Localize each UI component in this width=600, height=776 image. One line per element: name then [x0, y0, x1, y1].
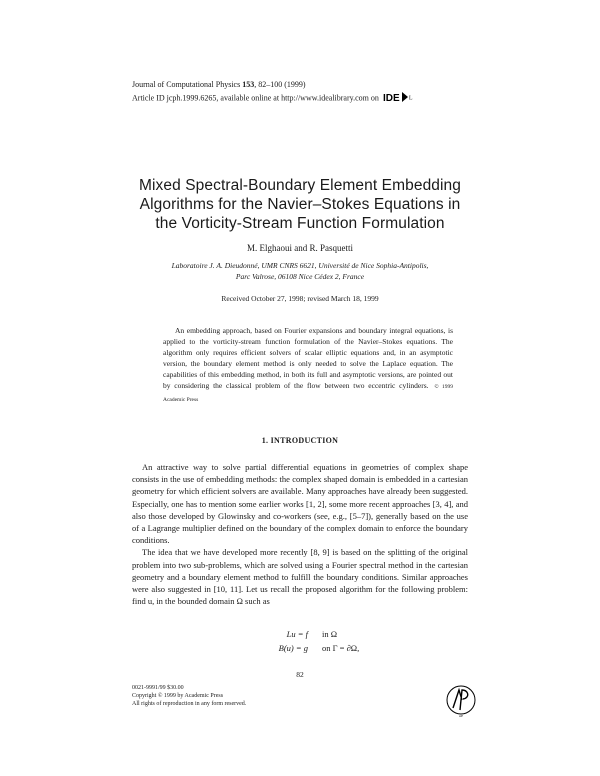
- ideal-logo-icon: [383, 91, 409, 103]
- equation-row: [256, 641, 359, 655]
- authors: M. Elghaoui and R. Pasquetti: [247, 243, 353, 253]
- journal-citation: [132, 80, 413, 91]
- copyright-footer: [132, 684, 246, 708]
- equation-block: [256, 627, 359, 655]
- abstract-copyright: © 1999 Academic Press: [163, 384, 453, 403]
- equation-lhs: Lu = f: [286, 629, 308, 639]
- body-paragraph-1: An attractive way to solve partial differential equations in geometries of complex shape consists in the use of embedding methods: the complex shaped domain is embedded in a cartesian geometry for which efficient solvers are available. Many approaches have already been suggested. Especially, one has to mention some earlier works [1, 2], some more recent approaches [3, 4], and also those developed by Glowinsky and co-workers (see, e.g., [5–7]), generally based on the use of a Lagrange multiplier defined on the boundary of the complex domain to enforce the boundary conditions.: [132, 462, 468, 546]
- title-line-1: Mixed Spectral-Boundary Element Embedding: [138, 177, 462, 194]
- article-id-line: [132, 91, 413, 107]
- academic-press-logo: [445, 682, 477, 723]
- page-number: 82: [296, 670, 304, 679]
- received-dates: Received October 27, 1998; revised March 18, 1999: [221, 294, 379, 303]
- journal-pages: , 82–100 (1999): [254, 80, 306, 89]
- logo-p-stroke: [460, 690, 468, 710]
- equation-row: [256, 627, 359, 641]
- affiliation-line-1: Laboratoire J. A. Dieudonné, UMR CNRS 6621, Université de Nice Sophia-Antipolis,: [171, 261, 429, 270]
- ideal-logo-suffix: L: [408, 94, 413, 101]
- affiliation-line-2: Parc Valrose, 06108 Nice Cédex 2, France: [235, 272, 365, 281]
- abstract-paragraph: [163, 325, 453, 406]
- footer-copyright: Copyright © 1999 by Academic Press: [132, 693, 224, 699]
- footer-price: 0021-9991/99 $30.00: [132, 685, 184, 691]
- paper-title: [60, 176, 540, 233]
- journal-name: Journal of Computational Physics: [132, 80, 243, 89]
- article-id[interactable]: Article ID jcph.1999.6265, available online at http://www.idealibrary.com on: [132, 93, 379, 103]
- abstract-text: An embedding approach, based on Fourier expansions and boundary integral equations, is applied to the vorticity-stream function formulation of the Navier–Stokes equations. The algorithm only requires efficient solvers of scalar elliptic equations and, in an asymptotic version, the boundary element method is only needed to solve the Laplace equation. The capabilities of this embedding method, in both its full and asymptotic versions, are pointed out by considering the classical problem of the flow between two eccentric cylinders.: [163, 326, 453, 390]
- ideal-logo: [383, 91, 413, 107]
- equation-rhs: on Γ = ∂Ω,: [322, 643, 360, 653]
- journal-volume: 153: [242, 80, 255, 89]
- affiliation: [0, 260, 600, 282]
- academic-press-logo-icon: [445, 682, 477, 718]
- equation-lhs: B(u) = g: [278, 643, 308, 653]
- footer-rights: All rights of reproduction in any form reserved.: [132, 701, 247, 707]
- ideal-logo-arrow: [402, 92, 408, 102]
- body-paragraph-2: The idea that we have developed more recently [8, 9] is based on the splitting of the original problem into two sub-problems, which are solved using a Fourier spectral method in the cartesian geometry and a boundary element method to fulfill the boundary conditions. Similar approaches were also suggested in [10, 11]. Let us recall the proposed algorithm for the following problem: find u, in the bounded domain Ω such as: [132, 547, 468, 607]
- logo-label: AP: [458, 714, 464, 718]
- journal-header: [132, 80, 413, 106]
- body-text: [132, 461, 468, 607]
- section-heading: 1. INTRODUCTION: [261, 436, 339, 445]
- title-line-2: Algorithms for the Navier–Stokes Equations in: [139, 196, 461, 213]
- ideal-logo-text: IDE: [382, 92, 400, 103]
- title-line-3: the Vorticity-Stream Function Formulation: [155, 215, 445, 232]
- equation-rhs: in Ω: [322, 629, 338, 639]
- abstract: [163, 325, 453, 406]
